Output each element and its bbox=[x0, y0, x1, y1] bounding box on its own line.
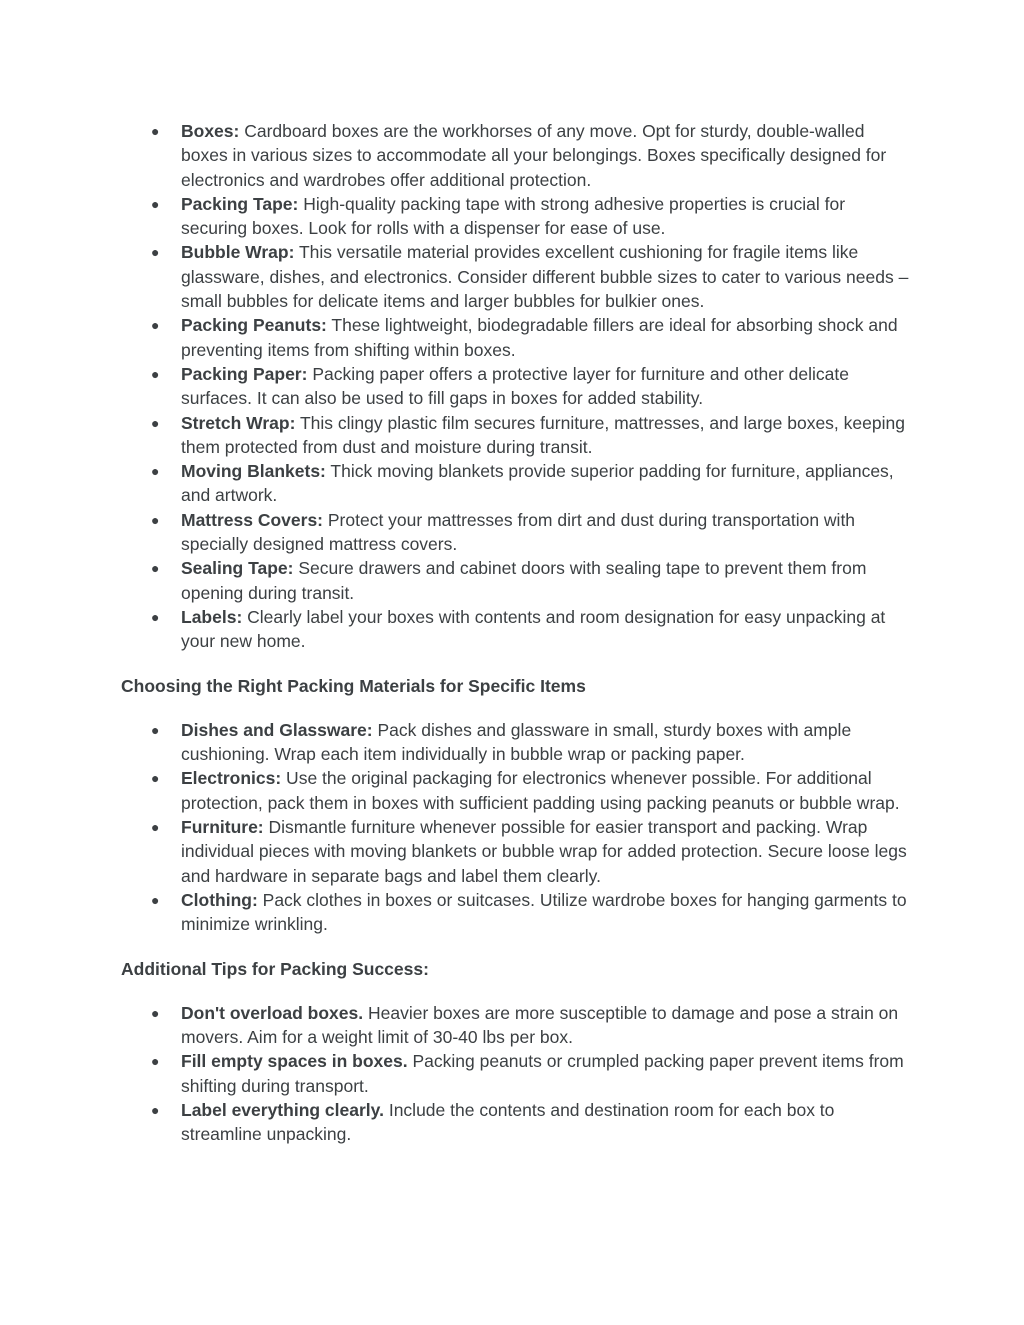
list-item bbox=[121, 1001, 911, 1050]
item-term: Don't overload boxes. bbox=[181, 1002, 364, 1023]
bullet-icon: ● bbox=[151, 560, 160, 577]
item-term: Labels: bbox=[181, 606, 243, 627]
item-text: Use the original packaging for electronics whenever possible. For additional protection, pack them in boxes with sufficient padding using packing peanuts or bubble wrap. bbox=[181, 768, 900, 813]
additional-tips-list bbox=[121, 1001, 911, 1147]
item-term: Mattress Covers: bbox=[181, 509, 323, 530]
item-text: High-quality packing tape with strong adhesive properties is crucial for securing boxes. Look for rolls with a dispenser for ease of use. bbox=[181, 193, 846, 239]
bullet-icon: ● bbox=[151, 365, 160, 382]
item-term: Dishes and Glassware: bbox=[181, 719, 373, 740]
list-item bbox=[121, 718, 911, 767]
bullet-icon: ● bbox=[151, 463, 160, 480]
list-item bbox=[121, 459, 911, 508]
item-text: This versatile material provides excellent cushioning for fragile items like glassware, dishes, and electronics. Consider different bubble sizes to cater to various needs – small bubbles for delicate items and larger bubbles for bulkier ones. bbox=[181, 242, 909, 312]
item-text: Protect your mattresses from dirt and dust during transportation with specially designed mattress covers. bbox=[181, 509, 856, 555]
list-item bbox=[121, 605, 911, 654]
list-item bbox=[121, 888, 911, 937]
list-item bbox=[121, 362, 911, 411]
section-heading-additional-tips: Additional Tips for Packing Success: bbox=[121, 958, 429, 979]
item-text: These lightweight, biodegradable fillers are ideal for absorbing shock and preventing items from shifting within boxes. bbox=[181, 315, 898, 360]
specific-items-list bbox=[121, 718, 911, 937]
bullet-icon: ● bbox=[151, 244, 160, 261]
item-term: Packing Tape: bbox=[181, 193, 299, 214]
list-item bbox=[121, 192, 911, 241]
item-term: Electronics: bbox=[181, 768, 282, 789]
list-item bbox=[121, 313, 911, 362]
document-content bbox=[121, 119, 911, 1147]
list-item bbox=[121, 119, 911, 192]
bullet-icon: ● bbox=[151, 819, 160, 836]
item-text: Pack dishes and glassware in small, sturdy boxes with ample cushioning. Wrap each item individually in bubble wrap or packing paper. bbox=[181, 719, 852, 765]
list-item bbox=[121, 556, 911, 605]
bullet-icon: ● bbox=[151, 195, 160, 212]
item-term: Packing Peanuts: bbox=[181, 315, 327, 336]
bullet-icon: ● bbox=[151, 1053, 160, 1070]
list-item bbox=[121, 1049, 911, 1098]
item-text: Thick moving blankets provide superior padding for furniture, appliances, and artwork. bbox=[181, 461, 894, 506]
list-item bbox=[121, 766, 911, 815]
item-term: Moving Blankets: bbox=[181, 461, 326, 482]
item-text: Pack clothes in boxes or suitcases. Utilize wardrobe boxes for hanging garments to minimize wrinkling. bbox=[181, 889, 907, 935]
item-text: Packing paper offers a protective layer for furniture and other delicate surfaces. It can also be used to fill gaps in boxes for added stability. bbox=[181, 363, 849, 409]
item-term: Label everything clearly. bbox=[181, 1099, 384, 1120]
list-item bbox=[121, 240, 911, 313]
bullet-icon: ● bbox=[151, 317, 160, 334]
bullet-icon: ● bbox=[151, 1101, 160, 1118]
list-item bbox=[121, 508, 911, 557]
list-item bbox=[121, 1098, 911, 1147]
list-item bbox=[121, 411, 911, 460]
bullet-icon: ● bbox=[151, 891, 160, 908]
section-heading-specific-items: Choosing the Right Packing Materials for Specific Items bbox=[121, 675, 586, 696]
item-term: Packing Paper: bbox=[181, 363, 308, 384]
item-term: Sealing Tape: bbox=[181, 558, 294, 579]
item-text: Clearly label your boxes with contents and room designation for easy unpacking at your new home. bbox=[181, 606, 886, 652]
item-text: Include the contents and destination room for each box to streamline unpacking. bbox=[181, 1099, 835, 1145]
bullet-icon: ● bbox=[151, 770, 160, 787]
item-term: Clothing: bbox=[181, 889, 258, 910]
item-text: Dismantle furniture whenever possible for easier transport and packing. Wrap individual pieces with moving blankets or bubble wrap for added protection. Secure loose legs and hardware in separate bags and label them clearly. bbox=[181, 817, 907, 886]
item-text: Cardboard boxes are the workhorses of any move. Opt for sturdy, double-walled boxes in various sizes to accommodate all your belongings. Boxes specifically designed for electronics and wardrobes offer additional protection. bbox=[181, 121, 887, 190]
bullet-icon: ● bbox=[151, 1004, 160, 1021]
bullet-icon: ● bbox=[151, 123, 160, 139]
item-text: Heavier boxes are more susceptible to damage and pose a strain on movers. Aim for a weight limit of 30-40 lbs per box. bbox=[181, 1002, 899, 1048]
item-text: This clingy plastic film secures furniture, mattresses, and large boxes, keeping them protected from dust and moisture during transit. bbox=[181, 412, 905, 457]
item-term: Boxes: bbox=[181, 121, 240, 141]
bullet-icon: ● bbox=[151, 511, 160, 528]
bullet-icon: ● bbox=[151, 608, 160, 625]
item-term: Stretch Wrap: bbox=[181, 412, 296, 433]
item-text: Packing peanuts or crumpled packing paper prevent items from shifting during transport. bbox=[181, 1051, 904, 1096]
item-term: Bubble Wrap: bbox=[181, 242, 295, 263]
list-item bbox=[121, 815, 911, 888]
bullet-icon: ● bbox=[151, 721, 160, 738]
packing-materials-list bbox=[121, 119, 911, 654]
item-term: Fill empty spaces in boxes. bbox=[181, 1051, 408, 1072]
item-term: Furniture: bbox=[181, 817, 264, 838]
bullet-icon: ● bbox=[151, 414, 160, 431]
item-text: Secure drawers and cabinet doors with sealing tape to prevent them from opening during transit. bbox=[181, 558, 867, 603]
